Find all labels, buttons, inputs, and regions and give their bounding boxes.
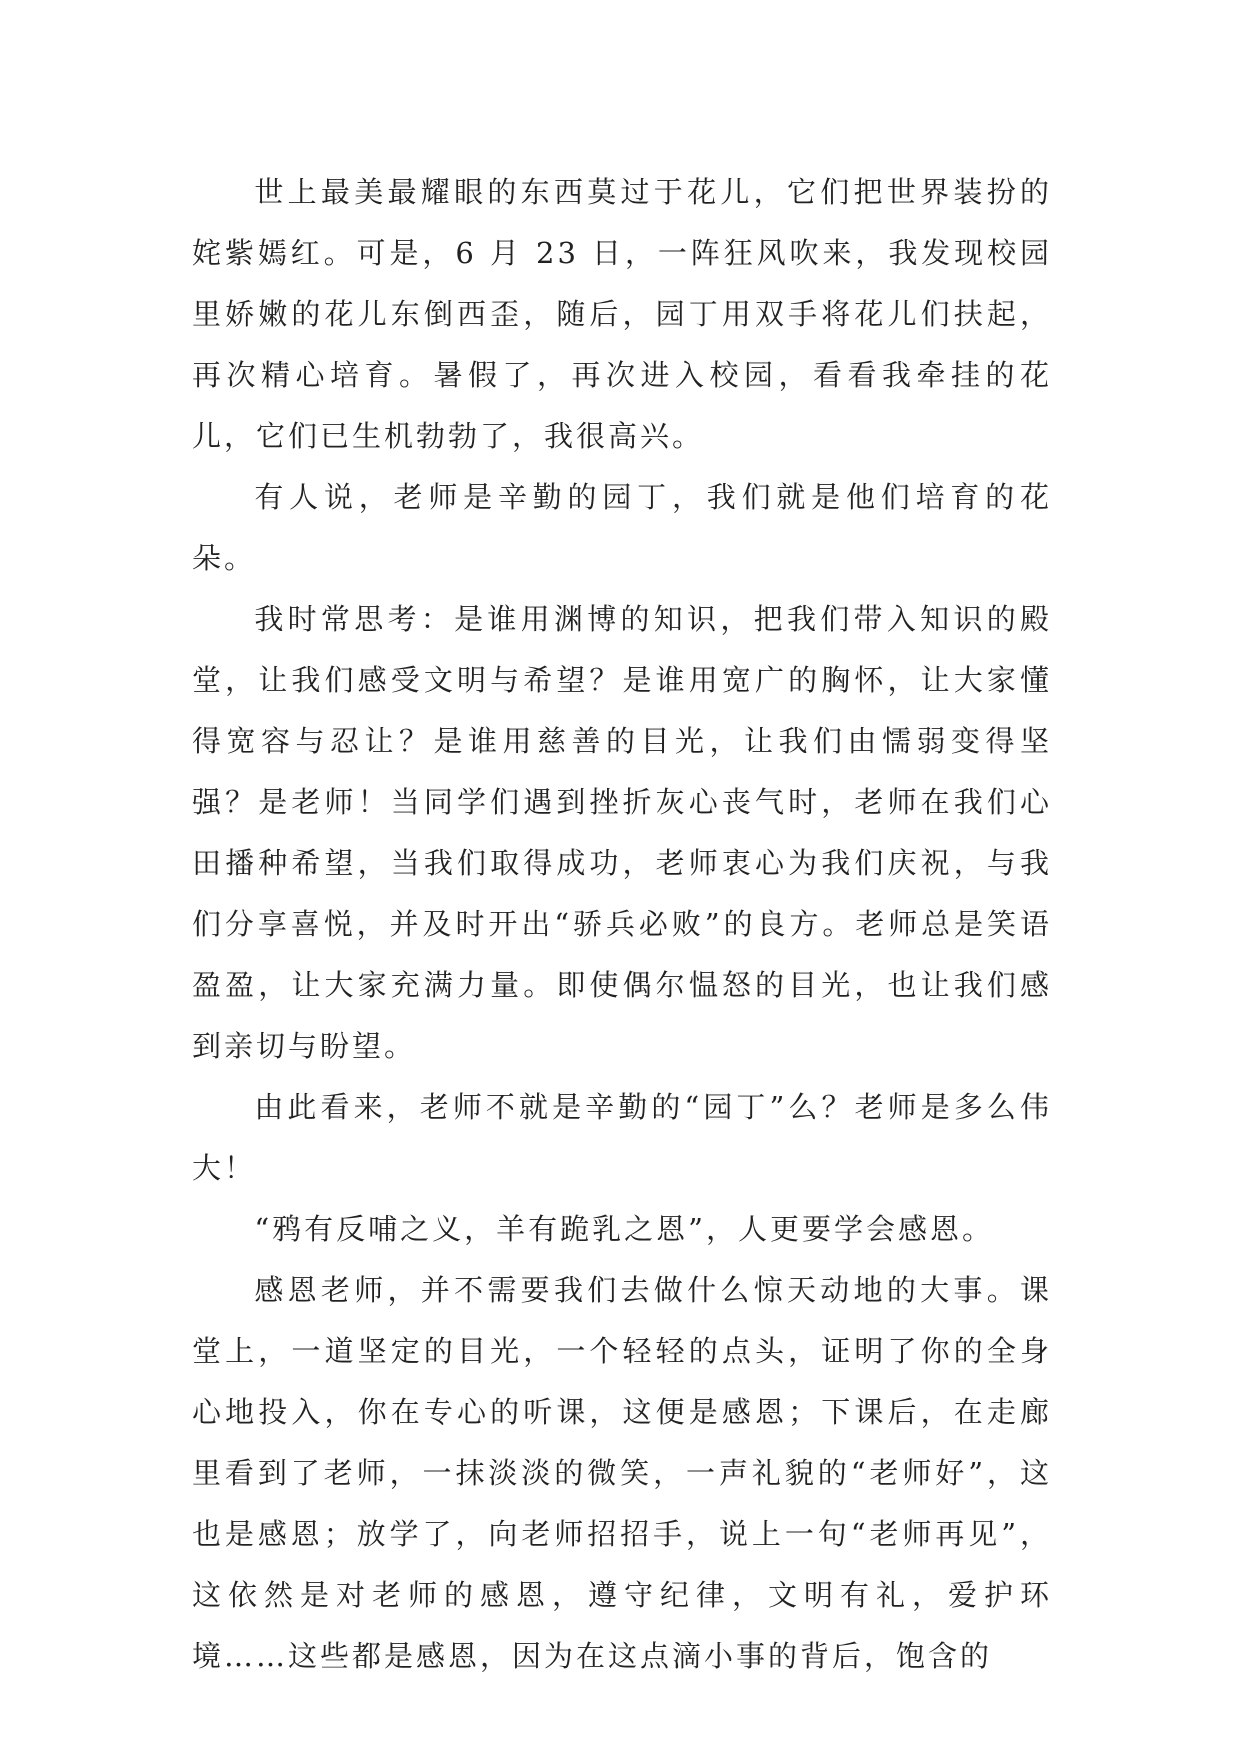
paragraph-conclusion: 由此看来，老师不就是辛勤的“园丁”么？老师是多么伟大！: [192, 1090, 1052, 1185]
paragraph-proverb: “鸦有反哺之义，羊有跪乳之恩”，人更要学会感恩。: [254, 1212, 994, 1246]
document-body: [192, 162, 1052, 1687]
paragraph-reflection: 我时常思考：是谁用渊博的知识，把我们带入知识的殿堂，让我们感受文明与希望？是谁用宽广的胸怀，让大家懂得宽容与忍让？是谁用慈善的目光，让我们由懦弱变得坚强？是老师！当同学们遇到挫折灰心丧气时，老师在我们心田播种希望，当我们取得成功，老师衷心为我们庆祝，与我们分享喜悦，并及时开出“骄兵必败”的良方。老师总是笑语盈盈，让大家充满力量。即使偶尔愠怒的目光，也让我们感到亲切与盼望。: [192, 602, 1052, 1063]
paragraph-teacher-gardener: 有人说，老师是辛勤的园丁，我们就是他们培育的花朵。: [192, 480, 1052, 575]
paragraph-gratitude: 感恩老师，并不需要我们去做什么惊天动地的大事。课堂上，一道坚定的目光，一个轻轻的点头，证明了你的全身心地投入，你在专心的听课，这便是感恩；下课后，在走廊里看到了老师，一抹淡淡的微笑，一声礼貌的“老师好”，这也是感恩；放学了，向老师招招手，说上一句“老师再见”，这依然是对老师的感恩，遵守纪律，文明有礼，爱护环境……这些都是感恩，因为在这点滴小事的背后，饱含的: [192, 1273, 1052, 1673]
paragraph-flowers: 世上最美最耀眼的东西莫过于花儿，它们把世界装扮的姹紫嫣红。可是，6 月 23 日，一阵狂风吹来，我发现校园里娇嫩的花儿东倒西歪，随后，园丁用双手将花儿们扶起，再次精心培育。暑假了，再次进入校园，看看我牵挂的花儿，它们已生机勃勃了，我很高兴。: [192, 175, 1052, 453]
